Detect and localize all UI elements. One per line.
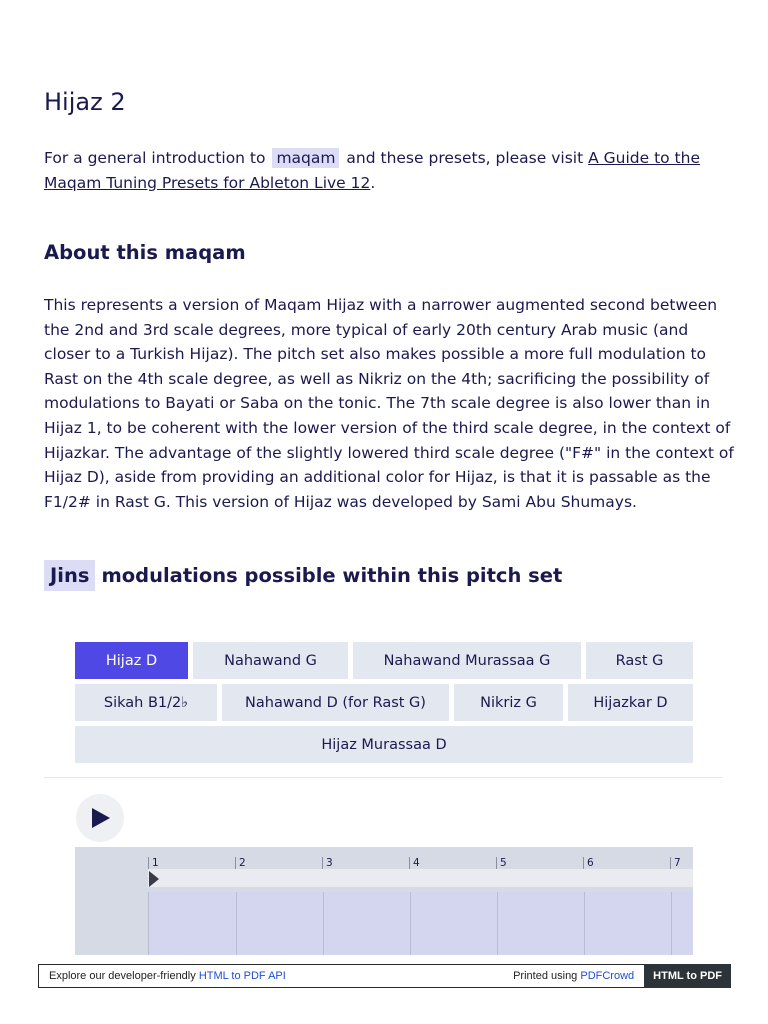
footer-left xyxy=(39,970,513,982)
tab-nikriz-g[interactable]: Nikriz G xyxy=(454,684,563,721)
pdf-footer xyxy=(38,964,731,988)
bar-line xyxy=(497,892,498,955)
midi-timeline[interactable] xyxy=(75,847,693,955)
clip-area[interactable] xyxy=(148,892,693,955)
tab-hijazkar-d[interactable]: Hijazkar D xyxy=(568,684,693,721)
intro-paragraph xyxy=(44,146,734,195)
tab-hijaz-d[interactable]: Hijaz D xyxy=(75,642,188,679)
page-title: Hijaz 2 xyxy=(44,88,126,116)
jins-heading xyxy=(44,560,562,591)
ruler-mark: 1 xyxy=(148,857,159,871)
tab-row xyxy=(75,642,693,679)
ruler-mark: 6 xyxy=(583,857,594,871)
tab-nahawand-g[interactable]: Nahawand G xyxy=(193,642,348,679)
play-icon xyxy=(89,807,111,829)
play-button[interactable] xyxy=(76,794,124,842)
bar-line xyxy=(410,892,411,955)
tab-row xyxy=(75,726,693,763)
footer-mid-text: Printed using xyxy=(513,970,581,982)
bar-line xyxy=(236,892,237,955)
tab-row xyxy=(75,684,693,721)
intro-text-before: For a general introduction to xyxy=(44,149,271,167)
bar-line xyxy=(323,892,324,955)
pdfcrowd-link[interactable]: PDFCrowd xyxy=(580,970,635,982)
ruler-mark: 2 xyxy=(235,857,246,871)
intro-text-after: . xyxy=(370,173,376,192)
jins-tabs xyxy=(75,642,693,768)
tab-rast-g[interactable]: Rast G xyxy=(586,642,693,679)
ruler-mark: 7 xyxy=(670,857,681,871)
playhead-strip[interactable] xyxy=(148,869,693,887)
jins-glossary-chip[interactable]: Jins xyxy=(44,560,95,591)
tab-nahawand-murassaa-g[interactable]: Nahawand Murassaa G xyxy=(353,642,581,679)
footer-mid xyxy=(513,970,644,982)
timeline-ruler[interactable] xyxy=(148,847,693,869)
footer-left-text: Explore our developer-friendly xyxy=(49,970,199,982)
tab-hijaz-murassaa-d[interactable]: Hijaz Murassaa D xyxy=(75,726,693,763)
html-to-pdf-button[interactable]: HTML to PDF xyxy=(644,964,731,988)
section-divider xyxy=(44,777,722,778)
maqam-glossary-chip[interactable]: maqam xyxy=(272,148,339,168)
ruler-mark: 5 xyxy=(496,857,507,871)
jins-heading-text: modulations possible within this pitch set xyxy=(101,564,563,587)
tab-nahawand-d-for-rast-g[interactable]: Nahawand D (for Rast G) xyxy=(222,684,449,721)
about-paragraph: This represents a version of Maqam Hijaz with a narrower augmented second between the 2nd and 3rd scale degrees, more typical of early 20th century Arab music (and closer to a Turkish Hijaz). The pitch set also makes possible a more full modulation to Rast on the 4th scale degree, as well as Nikriz on the 4th; sacrificing the possibility of modulations to Bayati or Saba on the tonic. The 7th scale degree is also lower than in Hijaz 1, to be coherent with the lower version of the third scale degree, in the context of Hijazkar. The advantage of the slightly lowered third scale degree ("F#" in the context of Hijaz D), aside from providing an additional color for Hijaz, is that it is passable as the F1/2# in Rast G. This version of Hijaz was developed by Sami Abu Shumays. xyxy=(44,296,734,511)
ruler-mark: 4 xyxy=(409,857,420,871)
guide-link[interactable]: A Guide to the Maqam Tuning Presets for Ableton Live 12 xyxy=(44,149,700,192)
about-heading: About this maqam xyxy=(44,241,246,264)
tab-sikah-b[interactable]: Sikah B1/2♭ xyxy=(75,684,217,721)
html-to-pdf-api-link[interactable]: HTML to PDF API xyxy=(198,970,286,982)
playhead-icon[interactable] xyxy=(149,871,159,887)
intro-text-middle: and these presets, please visit xyxy=(341,149,589,167)
ruler-mark: 3 xyxy=(322,857,333,871)
bar-line xyxy=(584,892,585,955)
bar-line xyxy=(671,892,672,955)
